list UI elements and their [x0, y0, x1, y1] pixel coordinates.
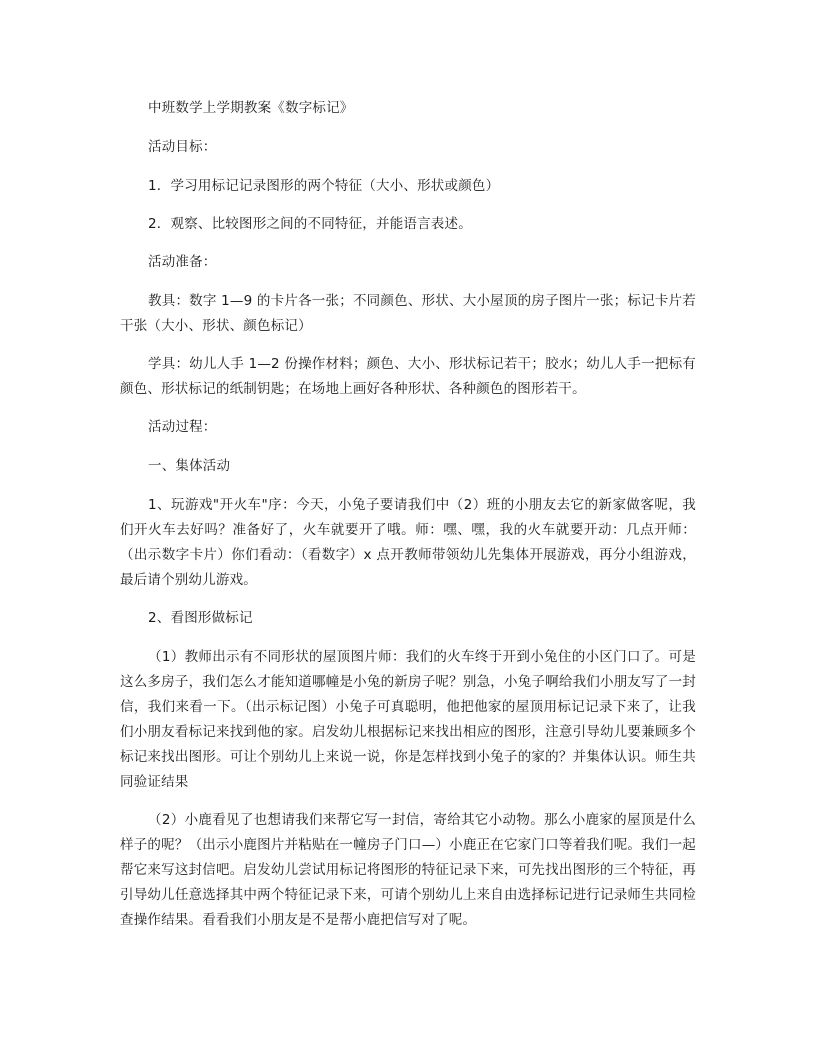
student-materials-paragraph: 学具：幼儿人手 1—2 份操作材料；颜色、大小、形状标记若干；胶水；幼儿人手一把标有颜色、形状标记的纸制钥匙；在场地上画好各种形状、各种颜色的图形若干。 — [120, 356, 696, 397]
paragraph-rabbit-house: （1）教师出示有不同形状的屋顶图片师：我们的火车终于开到小兔住的小区门口了。可是这么多房子，我们怎么才能知道哪幢是小兔的新房子呢？别急，小兔子啊给我们小朋友写了一封信，我们来看一下。（出示标记图）小兔子可真聪明，他把他家的屋顶用标记记录下来了，让我们小朋友看标记来找到他的家。启发幼儿根据标记来找出相应的图形，注意引导幼儿要兼顾多个标记来找出图形。可让个别幼儿上来说一说，你是怎样找到小兔子的家的？并集体认识。师生共同验证结果 — [120, 649, 696, 790]
paragraph-train-game: 1、玩游戏"开火车"序：今天，小兔子要请我们中（2）班的小朋友去它的新家做客呢，我们开火车去好吗？准备好了，火车就要开了哦。师：嘿、嘿，我的火车就要开动：几点开师：（出示数字卡片）你们看动：（看数字）x 点开教师带领幼儿先集体开展游戏，再分小组游戏，最后请个别幼儿游戏。 — [120, 497, 696, 588]
goals-heading: 活动目标： — [148, 139, 217, 155]
paragraph-deer-letter: （2）小鹿看见了也想请我们来帮它写一封信，寄给其它小动物。那么小鹿家的屋顶是什么样子的呢？（出示小鹿图片并粘贴在一幢房子门口—）小鹿正在它家门口等着我们呢。我们一起帮它来写这封信吧。启发幼儿尝试用标记将图形的特征记录下来，可先找出图形的三个特征，再引导幼儿任意选择其中两个特征记录下来，可请个别幼儿上来自由选择标记进行记录师生共同检查操作结果。看看我们小朋友是不是帮小鹿把信写对了呢。 — [120, 812, 696, 928]
teacher-materials-paragraph: 教具：数字 1—9 的卡片各一张；不同颜色、形状、大小屋顶的房子图片一张；标记卡片若干张（大小、形状、颜色标记） — [120, 293, 696, 334]
process-heading: 活动过程： — [148, 419, 217, 435]
goal-item-2: 2．观察、比较图形之间的不同特征，并能语言表述。 — [148, 216, 472, 232]
document-body — [120, 96, 696, 946]
preparation-heading: 活动准备： — [148, 254, 217, 270]
section-heading-group-activity: 一、集体活动 — [148, 458, 231, 474]
section-heading-shape-marking: 2、看图形做标记 — [148, 610, 253, 626]
document-title: 中班数学上学期教案《数字标记》 — [148, 100, 354, 116]
goal-item-1: 1．学习用标记记录图形的两个特征（大小、形状或颜色） — [148, 178, 500, 194]
